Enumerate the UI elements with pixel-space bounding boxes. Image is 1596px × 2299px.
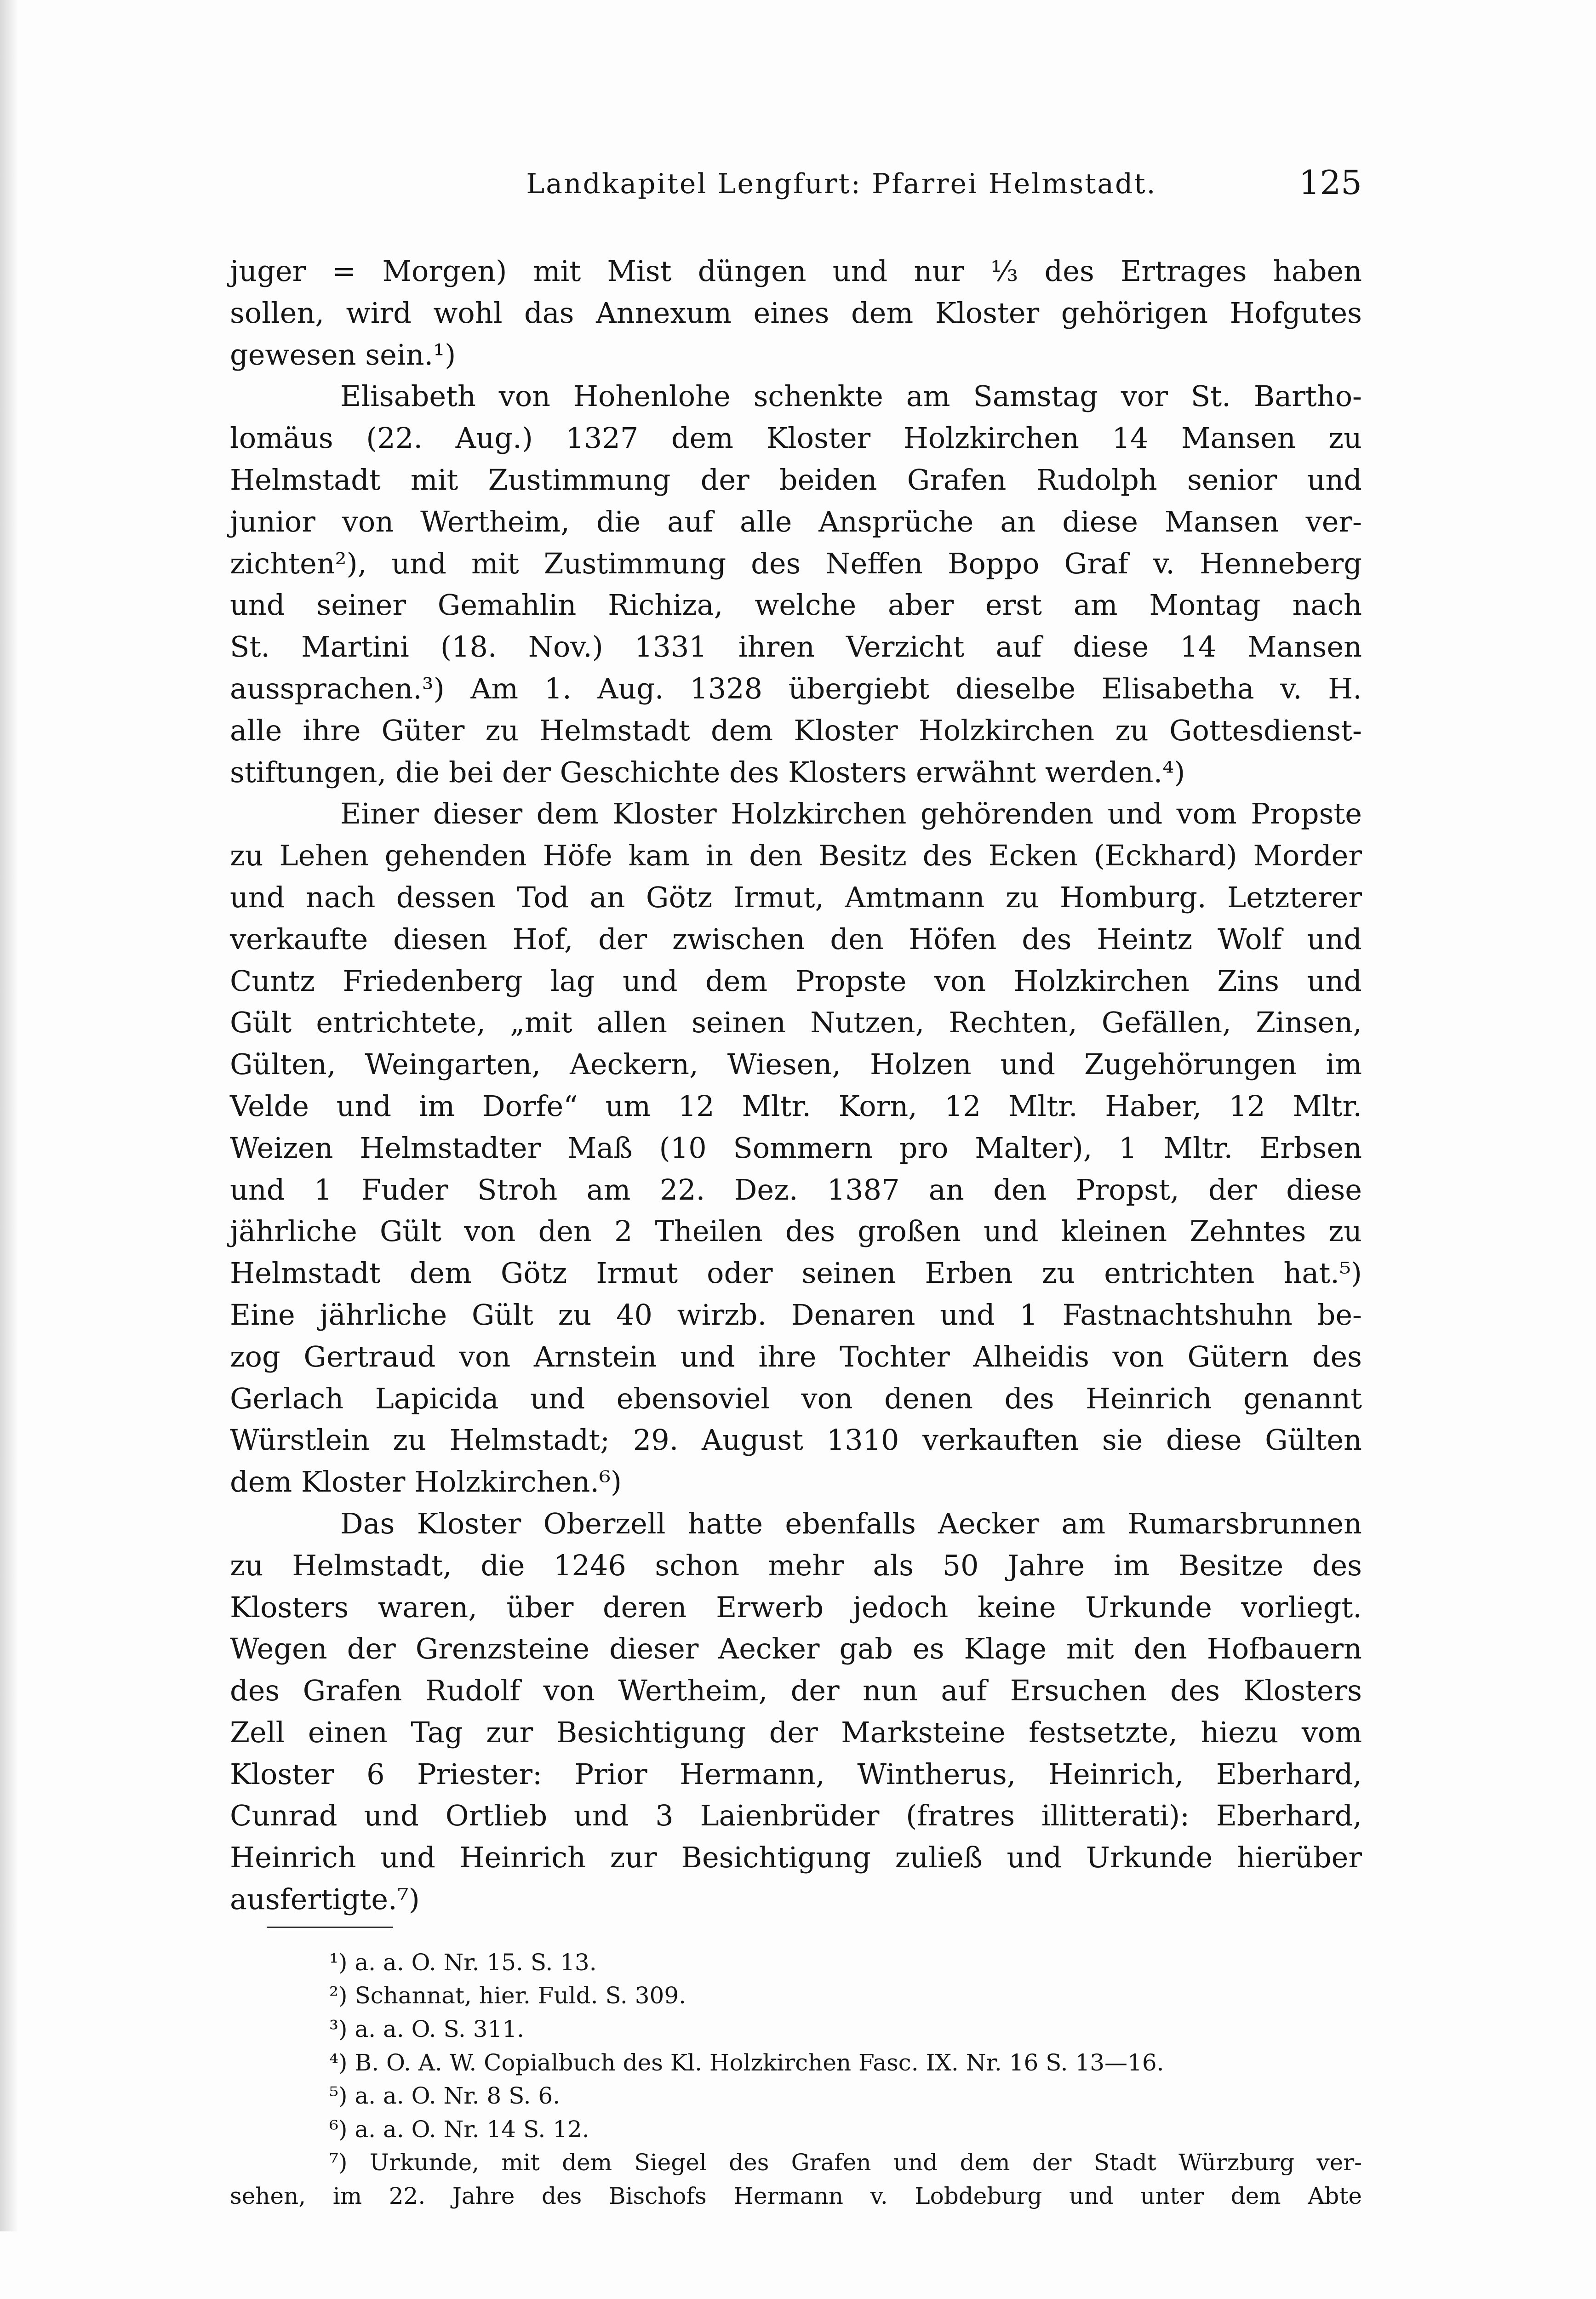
text-line: Gülten, Weingarten, Aeckern, Wiesen, Holzen und Zugehörungen im [230, 1047, 1362, 1081]
footnote: ⁴) B. O. A. W. Copialbuch des Kl. Holzkirchen Fasc. IX. Nr. 16 S. 13—16. [329, 2049, 1164, 2076]
running-title: Landkapitel Lengfurt: Pfarrei Helmstadt. [526, 168, 1157, 200]
text-line: sollen, wird wohl das Annexum eines dem Kloster gehörigen Hofgutes [230, 296, 1362, 330]
text-line: dem Kloster Holzkirchen.⁶) [230, 1465, 622, 1499]
footnotes [230, 1946, 1362, 2213]
text-line: ausfertigte.⁷) [230, 1882, 420, 1916]
footnote: ³) a. a. O. S. 311. [329, 2016, 525, 2043]
text-line: Gült entrichtete, „mit allen seinen Nutzen, Rechten, Gefällen, Zinsen, [230, 1006, 1362, 1040]
text-line: Würstlein zu Helmstadt; 29. August 1310 verkauften sie diese Gülten [230, 1423, 1362, 1457]
text-line: zu Lehen gehenden Höfe kam in den Besitz des Ecken (Eckhard) Morder [230, 839, 1362, 873]
body-text [230, 251, 1362, 1921]
text-line: Weizen Helmstadter Maß (10 Sommern pro Malter), 1 Mltr. Erbsen [230, 1131, 1362, 1165]
text-line: und seiner Gemahlin Richiza, welche aber erst am Montag nach [230, 588, 1362, 622]
text-line: Helmstadt dem Götz Irmut oder seinen Erben zu entrichten hat.⁵) [230, 1256, 1362, 1290]
text-line: stiftungen, die bei der Geschichte des Klosters erwähnt werden.⁴) [230, 755, 1185, 789]
text-line: des Grafen Rudolf von Wertheim, der nun auf Ersuchen des Klosters [230, 1674, 1362, 1708]
text-line: St. Martini (18. Nov.) 1331 ihren Verzicht auf diese 14 Mansen [230, 630, 1362, 664]
text-line: alle ihre Güter zu Helmstadt dem Kloster Holzkirchen zu Gottesdienst- [230, 713, 1362, 747]
page-number: 125 [1299, 163, 1362, 202]
text-line: Cunrad und Ortlieb und 3 Laienbrüder (fratres illitterati): Eberhard, [230, 1799, 1362, 1833]
text-line: Elisabeth von Hohenlohe schenkte am Samstag vor St. Bartho- [340, 379, 1362, 413]
text-line: Kloster 6 Priester: Prior Hermann, Wintherus, Heinrich, Eberhard, [230, 1757, 1362, 1791]
text-line: jährliche Gült von den 2 Theilen des großen und kleinen Zehntes zu [230, 1214, 1362, 1248]
text-line: und 1 Fuder Stroh am 22. Dez. 1387 an den Propst, der diese [230, 1172, 1362, 1207]
text-line: Wegen der Grenzsteine dieser Aecker gab es Klage mit den Hofbauern [230, 1632, 1362, 1666]
text-line: Zell einen Tag zur Besichtigung der Marksteine festsetzte, hiezu vom [230, 1715, 1362, 1749]
text-line: verkaufte diesen Hof, der zwischen den Höfen des Heintz Wolf und [230, 922, 1362, 956]
page-header [0, 162, 1596, 251]
text-line: zichten²), und mit Zustimmung des Neffen Boppo Graf v. Henneberg [230, 546, 1362, 580]
footnote: sehen, im 22. Jahre des Bischofs Hermann v. Lobdeburg und unter dem Abte [230, 2183, 1362, 2210]
text-line: Helmstadt mit Zustimmung der beiden Grafen Rudolph senior und [230, 463, 1362, 497]
footnote: ⁷) Urkunde, mit dem Siegel des Grafen und dem der Stadt Würzburg ver- [329, 2149, 1362, 2176]
text-line: gewesen sein.¹) [230, 337, 456, 372]
text-line: Eine jährliche Gült zu 40 wirzb. Denaren und 1 Fastnachtshuhn be- [230, 1298, 1362, 1332]
footnote: ⁶) a. a. O. Nr. 14 S. 12. [329, 2116, 589, 2143]
text-line: Klosters waren, über deren Erwerb jedoch keine Urkunde vorliegt. [230, 1590, 1362, 1624]
text-line: Velde und im Dorfe“ um 12 Mltr. Korn, 12 Mltr. Haber, 12 Mltr. [230, 1089, 1362, 1123]
text-line: junior von Wertheim, die auf alle Ansprüche an diese Mansen ver- [230, 504, 1362, 538]
text-line: Cuntz Friedenberg lag und dem Propste von Holzkirchen Zins und [230, 964, 1362, 998]
text-line: Einer dieser dem Kloster Holzkirchen gehörenden und vom Propste [340, 797, 1362, 831]
text-line: aussprachen.³) Am 1. Aug. 1328 übergiebt dieselbe Elisabetha v. H. [230, 671, 1362, 705]
text-line: Das Kloster Oberzell hatte ebenfalls Aecker am Rumarsbrunnen [340, 1506, 1362, 1540]
text-line: lomäus (22. Aug.) 1327 dem Kloster Holzkirchen 14 Mansen zu [230, 421, 1362, 455]
text-line: Heinrich und Heinrich zur Besichtigung zuließ und Urkunde hierüber [230, 1841, 1362, 1875]
text-line: zog Gertraud von Arnstein und ihre Tochter Alheidis von Gütern des [230, 1339, 1362, 1373]
footnote: ²) Schannat, hier. Fuld. S. 309. [329, 1982, 686, 2009]
footnote: ⁵) a. a. O. Nr. 8 S. 6. [329, 2082, 561, 2110]
text-line: und nach dessen Tod an Götz Irmut, Amtmann zu Homburg. Letzterer [230, 880, 1362, 914]
text-line: Gerlach Lapicida und ebensoviel von denen des Heinrich genannt [230, 1381, 1362, 1415]
footnote: ¹) a. a. O. Nr. 15. S. 13. [329, 1949, 597, 1976]
page-edge-shadow [0, 0, 18, 2231]
text-line: juger = Morgen) mit Mist düngen und nur ⅓ des Ertrages haben [230, 254, 1362, 288]
footnote-rule [267, 1927, 393, 1928]
text-line: zu Helmstadt, die 1246 schon mehr als 50 Jahre im Besitze des [230, 1548, 1362, 1582]
